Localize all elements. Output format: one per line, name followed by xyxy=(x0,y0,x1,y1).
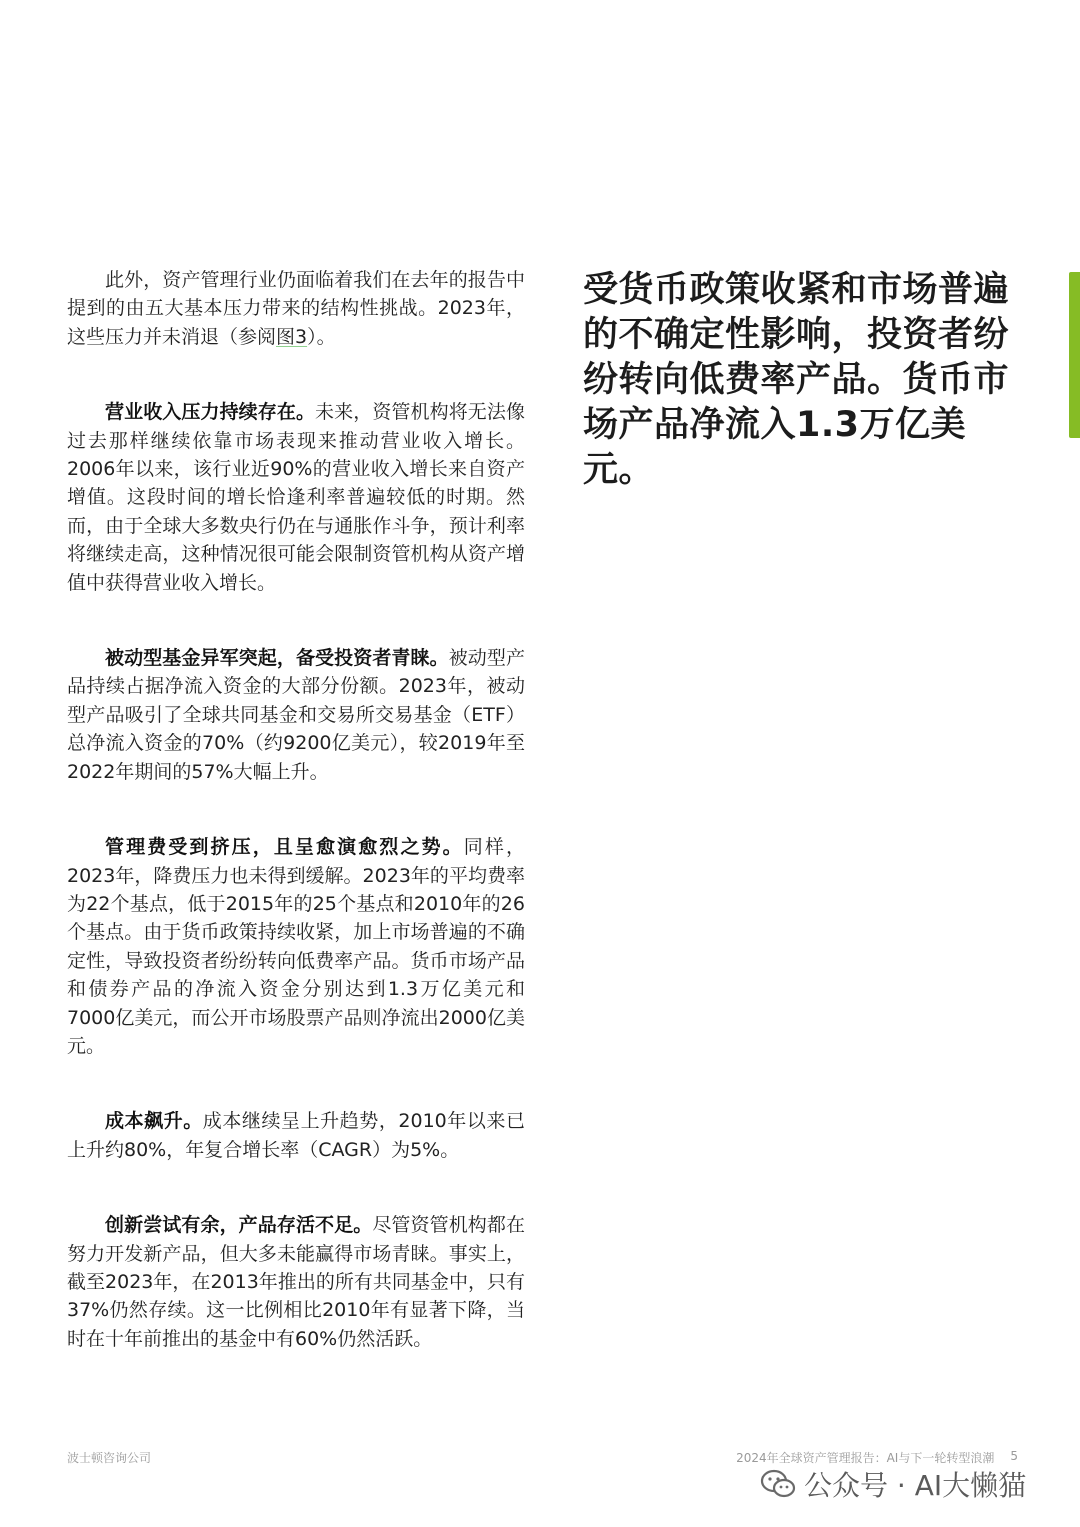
footer-company: 波士顿咨询公司 xyxy=(67,1451,152,1465)
paragraph-text: 尽管资管机构都在努力开发新产品，但大多未能赢得市场青睐。事实上，截至2023年，在2013年推出的所有共同基金中，只有37%仍然存续。这一比例相比2010年有显著下降，当时在十年前推出的基金中有60%仍然活跃。 xyxy=(67,1214,525,1350)
paragraph-rising-costs xyxy=(67,1107,525,1164)
pull-quote: 受货币政策收紧和市场普遍的不确定性影响，投资者纷纷转向低费率产品。货币市场产品净流入1.3万亿美元。 xyxy=(583,270,1010,490)
paragraph-text: 被动型产品持续占据净流入资金的大部分份额。2023年，被动型产品吸引了全球共同基金和交易所交易基金（ETF）总净流入资金的70%（约9200亿美元），较2019年至2022年期间的57%大幅上升。 xyxy=(67,647,525,783)
paragraph-lead: 创新尝试有余，产品存活不足。 xyxy=(105,1214,373,1237)
paragraph-fee-pressure xyxy=(67,833,525,1060)
paragraph-text: 同样，2023年，降费压力也未得到缓解。2023年的平均费率为22个基点，低于2015年的25个基点和2010年的26个基点。由于货币政策持续收紧，加上市场普遍的不确定性，导致投资者纷纷转向低费率产品。货币市场产品和债券产品的净流入资金分别达到1.3万亿美元和7000亿美元，而公开市场股票产品则净流出2000亿美元。 xyxy=(67,836,525,1057)
watermark xyxy=(760,1464,1026,1504)
wechat-icon xyxy=(760,1469,796,1499)
watermark-text: 公众号 · AI大懒猫 xyxy=(804,1469,1027,1502)
paragraph-passive-funds xyxy=(67,644,525,786)
paragraph-product-survival xyxy=(67,1211,525,1353)
intro-paragraph xyxy=(67,266,525,351)
paragraph-lead: 管理费受到挤压，且呈愈演愈烈之势。 xyxy=(105,836,464,859)
paragraph-text: 未来，资管机构将无法像过去那样继续依靠市场表现来推动营业收入增长。2006年以来，该行业近90%的营业收入增长来自资产增值。这段时间的增长恰逢利率普遍较低的时期。然而，由于全球大多数央行仍在与通胀作斗争，预计利率将继续走高，这种情况很可能会限制资管机构从资产增值中获得营业收入增长。 xyxy=(67,401,525,594)
intro-text-after-link: ）。 xyxy=(307,325,336,348)
paragraph-lead: 营业收入压力持续存在。 xyxy=(105,401,316,424)
paragraph-lead: 被动型基金异军突起，备受投资者青睐。 xyxy=(105,647,449,670)
paragraph-text: 成本继续呈上升趋势，2010年以来已上升约80%，年复合增长率（CAGR）为5%。 xyxy=(67,1110,525,1161)
body-text-column xyxy=(67,266,525,1400)
intro-text-before-link: 此外，资产管理行业仍面临着我们在去年的报告中提到的由五大基本压力带来的结构性挑战。2023年，这些压力并未消退（参阅 xyxy=(67,269,525,348)
footer-report-title: 2024年全球资产管理报告：AI与下一轮转型浪潮 xyxy=(736,1451,995,1465)
paragraph-lead: 成本飙升。 xyxy=(105,1110,203,1133)
accent-bar xyxy=(1069,272,1080,438)
figure-3-link[interactable]: 图3 xyxy=(276,325,308,348)
paragraph-revenue-pressure xyxy=(67,398,525,597)
footer-page-number: 5 xyxy=(1010,1449,1018,1463)
